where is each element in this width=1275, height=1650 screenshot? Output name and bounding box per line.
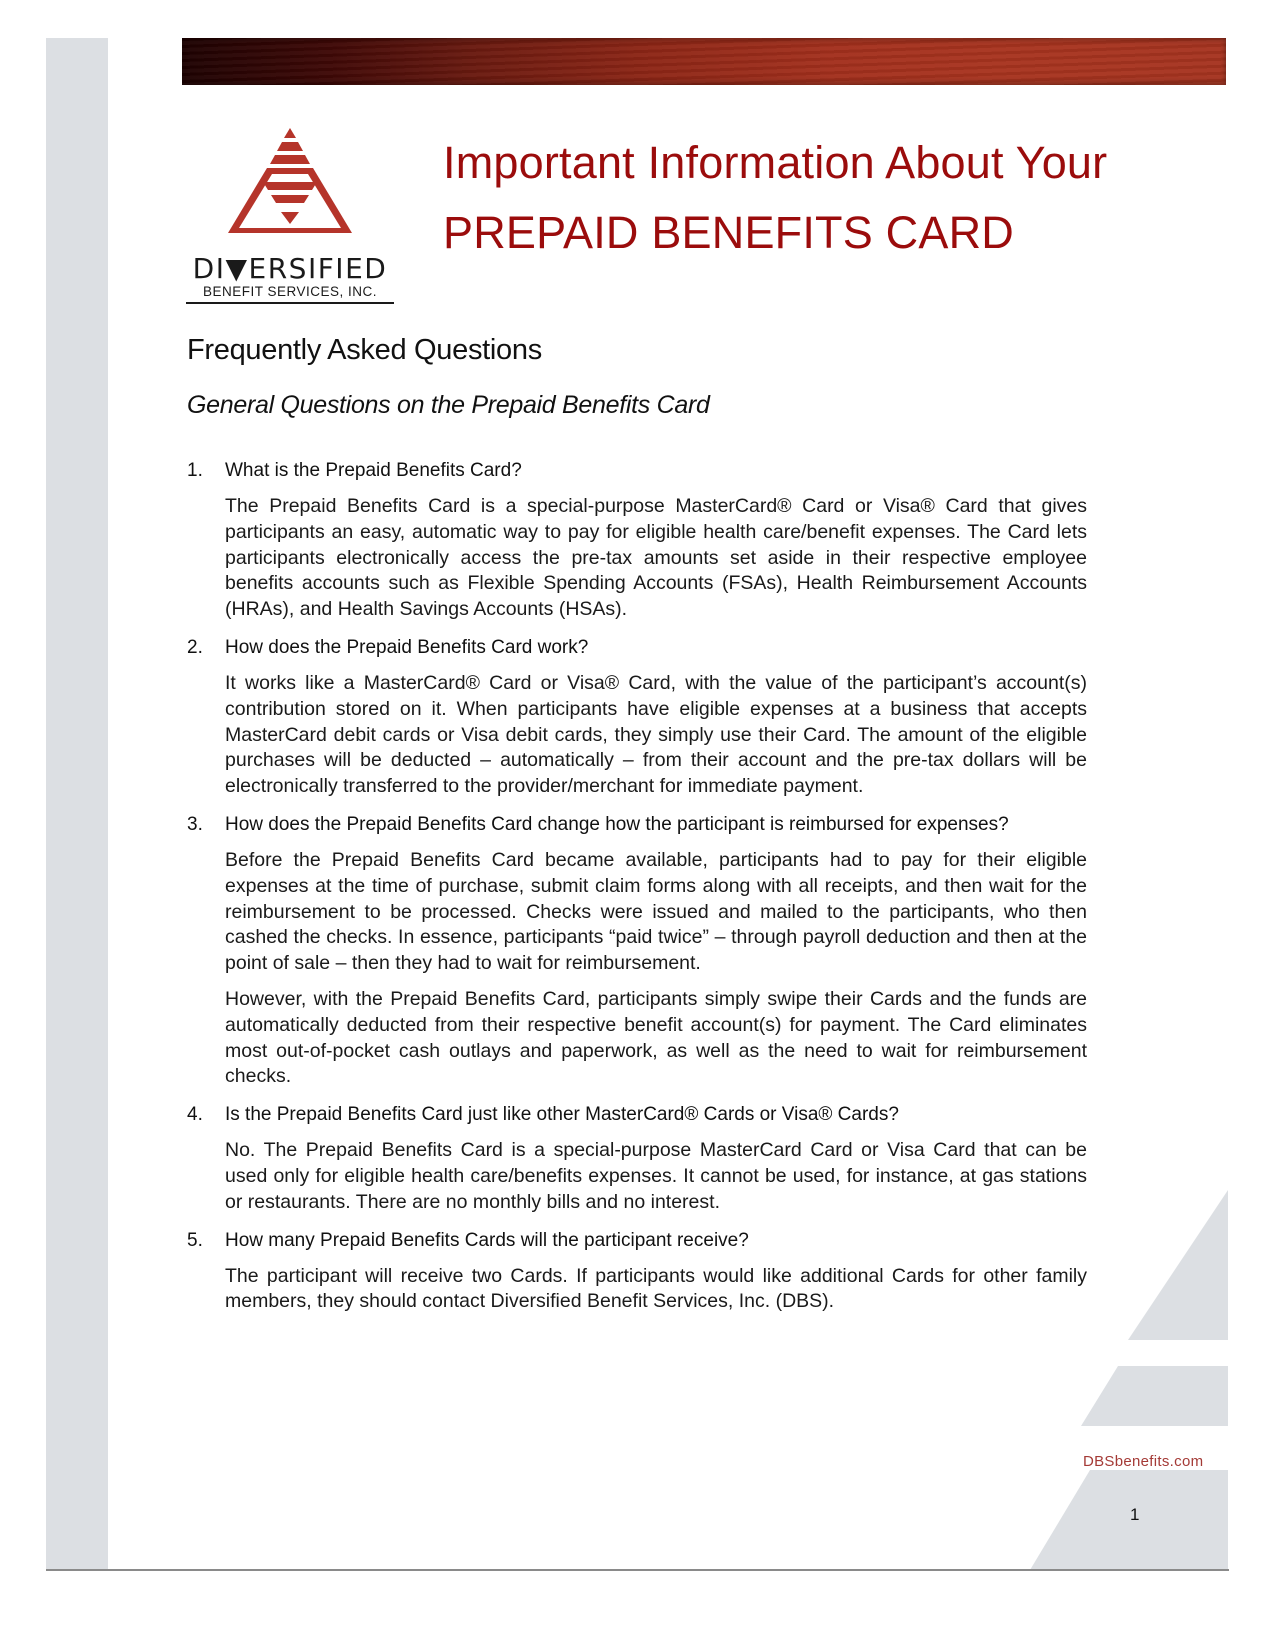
question-text: How does the Prepaid Benefits Card work? bbox=[225, 636, 589, 658]
page-title bbox=[443, 128, 1107, 268]
faq-answer: The participant will receive two Cards. If participants would like additional Cards for other family members, they should contact Diversified Benefit Services, Inc. (DBS). bbox=[225, 1264, 1087, 1313]
logo-wordmark: DI▼ERSIFIED bbox=[192, 252, 388, 285]
question-text: Is the Prepaid Benefits Card just like other MasterCard® Cards or Visa® Cards? bbox=[225, 1104, 899, 1126]
faq-question bbox=[187, 812, 1087, 838]
question-number: 2. bbox=[187, 636, 203, 658]
footer-pyramid-decoration bbox=[990, 1190, 1230, 1580]
pyramid-logo-icon bbox=[224, 128, 356, 238]
question-number: 1. bbox=[187, 460, 203, 481]
faq-answer: No. The Prepaid Benefits Card is a special-purpose MasterCard Card or Visa Card that can be used only for eligible health care/benefits expenses. It cannot be used, for instance, at gas stations or restaurants. There are no monthly bills and no interest. bbox=[225, 1139, 1087, 1213]
page-number: 1 bbox=[1130, 1505, 1140, 1524]
faq-item-3 bbox=[187, 812, 1087, 1090]
footer-rule bbox=[46, 1569, 1229, 1571]
faq-question bbox=[187, 1228, 1087, 1254]
faq-item-4 bbox=[187, 1102, 1087, 1215]
title-line-1: Important Information About Your bbox=[443, 137, 1108, 188]
website-link[interactable]: DBSbenefits.com bbox=[1083, 1453, 1204, 1470]
company-logo bbox=[186, 128, 394, 303]
faq-item-1 bbox=[187, 458, 1087, 623]
faq-answer: The Prepaid Benefits Card is a special-purpose MasterCard® Card or Visa® Card that gives participants an easy, automatic way to pay for eligible health care/benefit expenses. The Card lets participants electronically access the pre-tax amounts set aside in their respective employee benefits accounts such as Flexible Spending Accounts (FSAs), Health Reimbursement Accounts (HRAs), and Health Savings Accounts (HSAs). bbox=[225, 495, 1087, 621]
section-heading: Frequently Asked Questions bbox=[187, 334, 542, 366]
logo-subtitle: BENEFIT SERVICES, INC. bbox=[202, 284, 378, 299]
faq-list bbox=[187, 458, 1087, 1327]
faq-question bbox=[187, 635, 1087, 661]
question-text: How does the Prepaid Benefits Card change how the participant is reimbursed for expenses? bbox=[225, 813, 1009, 835]
faq-answer: Before the Prepaid Benefits Card became available, participants had to pay for their eligible expenses at the time of purchase, submit claim forms along with all receipts, and then wait for the reimbursement to be processed. Checks were issued and mailed to the participants, who then cashed the checks. In essence, participants “paid twice” – through payroll deduction and then at the point of sale – then they had to wait for reimbursement. bbox=[225, 848, 1087, 975]
title-line-2: PREPAID BENEFITS CARD bbox=[443, 207, 1014, 258]
faq-item-2 bbox=[187, 635, 1087, 800]
question-number: 5. bbox=[187, 1229, 203, 1251]
question-text: How many Prepaid Benefits Cards will the participant receive? bbox=[225, 1229, 749, 1251]
left-sidebar-decoration bbox=[46, 38, 108, 1570]
faq-question bbox=[187, 458, 1087, 484]
faq-question bbox=[187, 1102, 1087, 1128]
question-text: What is the Prepaid Benefits Card? bbox=[225, 460, 522, 481]
faq-answer: It works like a MasterCard® Card or Visa® Card, with the value of the participant’s account(s) contribution stored on it. When participants have eligible expenses at a business that accepts MasterCard debit cards or Visa debit cards, they simply use their Card. The amount of the eligible purchases will be deducted – automatically – from their account and the pre-tax dollars will be electronically transferred to the provider/merchant for immediate payment. bbox=[225, 671, 1087, 798]
faq-answer: However, with the Prepaid Benefits Card, participants simply swipe their Cards and the funds are automatically deducted from their respective benefit account(s) for payment. The Card eliminates most out-of-pocket cash outlays and paperwork, as well as the need to wait for reimbursement checks. bbox=[225, 987, 1087, 1088]
question-number: 4. bbox=[187, 1104, 203, 1126]
faq-item-5 bbox=[187, 1228, 1087, 1316]
question-number: 3. bbox=[187, 813, 203, 835]
section-subheading: General Questions on the Prepaid Benefits Card bbox=[187, 391, 710, 419]
header-banner bbox=[182, 38, 1226, 85]
logo-underline bbox=[186, 302, 394, 304]
